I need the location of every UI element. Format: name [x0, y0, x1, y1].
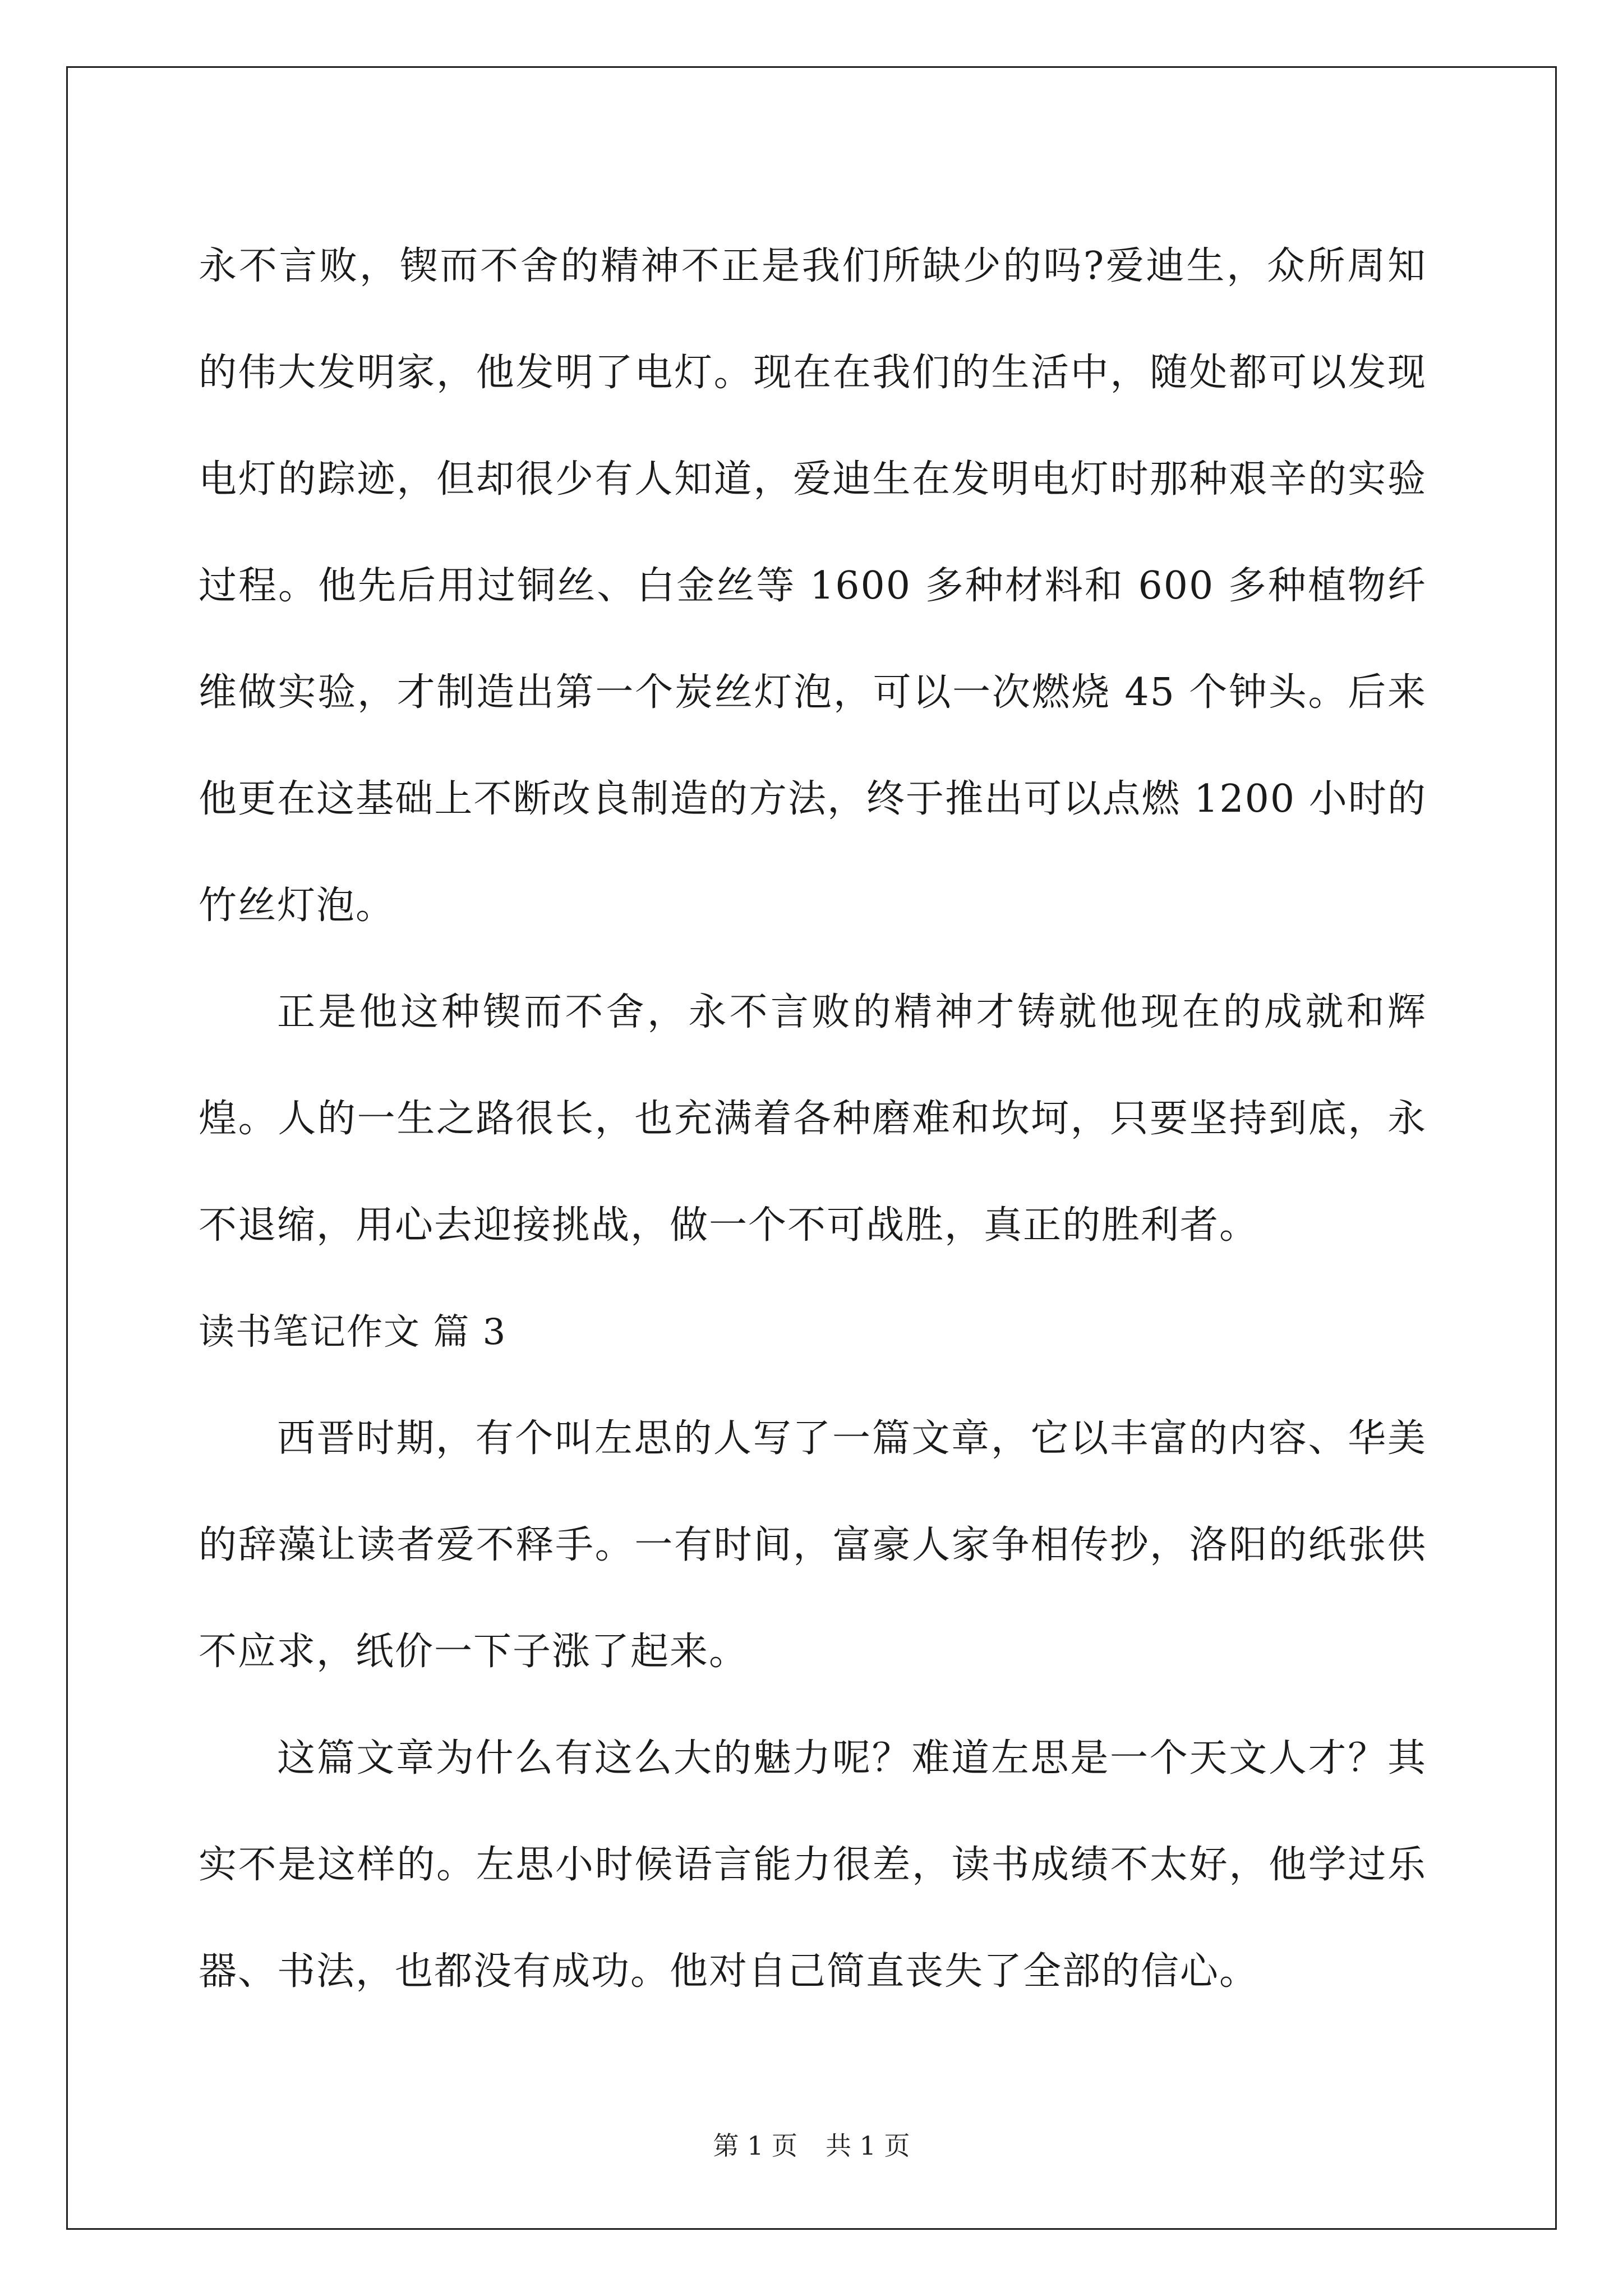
- paragraph-2: 正是他这种锲而不舍，永不言败的精神才铸就他现在的成就和辉煌。人的一生之路很长，也充满着各种磨难和坎坷，只要坚持到底，永不退缩，用心去迎接挑战，做一个不可战胜，真正的胜利者。: [199, 990, 1427, 1248]
- paragraph-4: 这篇文章为什么有这么大的魅力呢？难道左思是一个天文人才？其实不是这样的。左思小时候语言能力很差，读书成绩不太好，他学过乐器、书法，也都没有成功。他对自己简直丧失了全部的信心。: [199, 1736, 1427, 1994]
- page-total: 共 1 页: [826, 2131, 910, 2161]
- section-heading: 读书笔记作文 篇 3: [199, 1312, 507, 1353]
- document-body: [199, 213, 1427, 2025]
- page-number: 第 1 页: [713, 2131, 797, 2161]
- page-footer: [0, 2129, 1623, 2162]
- paragraph-3: 西晋时期，有个叫左思的人写了一篇文章，它以丰富的内容、华美的辞藻让读者爱不释手。一有时间，富豪人家争相传抄，洛阳的纸张供不应求，纸价一下子涨了起来。: [199, 1416, 1427, 1674]
- paragraph-1: 永不言败，锲而不舍的精神不正是我们所缺少的吗?爱迪生，众所周知的伟大发明家，他发明了电灯。现在在我们的生活中，随处都可以发现电灯的踪迹，但却很少有人知道，爱迪生在发明电灯时那种艰辛的实验过程。他先后用过铜丝、白金丝等 1600 多种材料和 600 多种植物纤维做实验，才制造出第一个炭丝灯泡，可以一次燃烧 45 个钟头。后来他更在这基础上不断改良制造的方法，终于推出可以点燃 1200 小时的竹丝灯泡。: [199, 244, 1427, 928]
